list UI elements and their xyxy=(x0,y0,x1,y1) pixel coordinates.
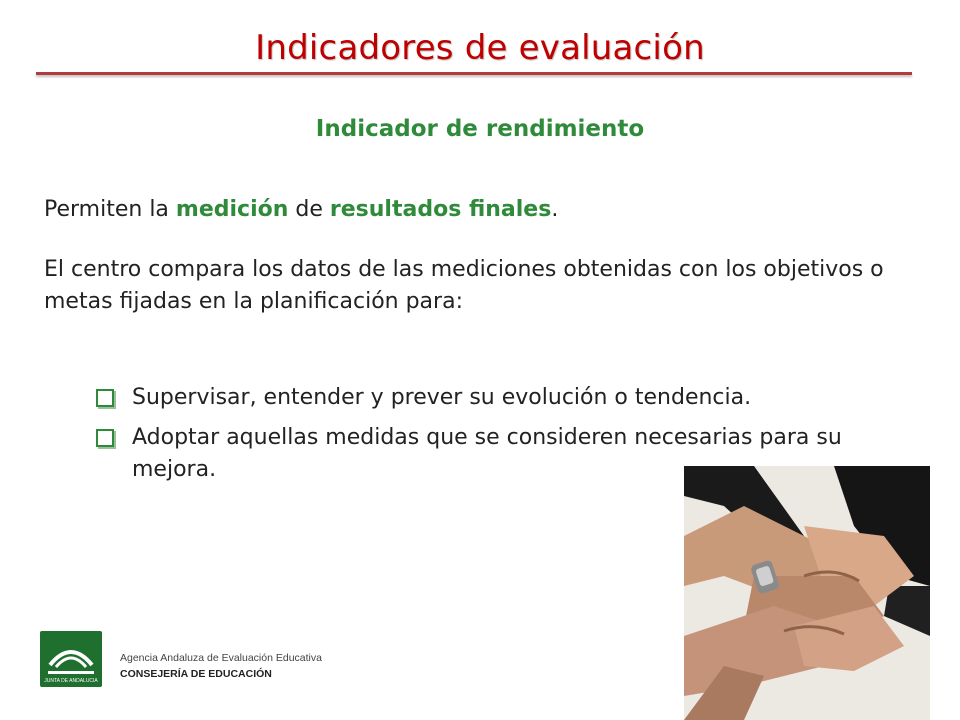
hands-teamwork-photo xyxy=(684,466,930,720)
ministry-name: CONSEJERÍA DE EDUCACIÓN xyxy=(120,668,272,680)
description-paragraph: El centro compara los datos de las mediciones obtenidas con los objetivos o metas fijadas en la planificación para: xyxy=(44,257,884,314)
title-underline xyxy=(36,72,912,75)
intro-suffix: . xyxy=(551,197,559,222)
bullet-item xyxy=(96,382,886,414)
intro-mid: de xyxy=(288,197,330,222)
highlight-resultados: resultados finales xyxy=(329,197,552,222)
hands-illustration xyxy=(684,466,930,720)
junta-andalucia-logo xyxy=(40,631,102,687)
agency-name: Agencia Andaluza de Evaluación Educativa xyxy=(120,652,322,664)
intro-prefix: Permiten la xyxy=(44,197,176,222)
bullet-text: Adoptar aquellas medidas que se consideren necesarias para su mejora. xyxy=(132,425,842,482)
bullet-text: Supervisar, entender y prever su evolución o tendencia. xyxy=(132,385,752,410)
highlight-medicion: medición xyxy=(175,197,289,222)
logo-text: JUNTA DE ANDALUCIA xyxy=(44,678,98,684)
intro-paragraph xyxy=(44,194,904,226)
slide-subtitle: Indicador de rendimiento xyxy=(315,116,645,142)
slide-title: Indicadores de evaluación xyxy=(255,28,705,68)
checkbox-square-icon xyxy=(96,389,114,407)
checkbox-square-icon xyxy=(96,429,114,447)
